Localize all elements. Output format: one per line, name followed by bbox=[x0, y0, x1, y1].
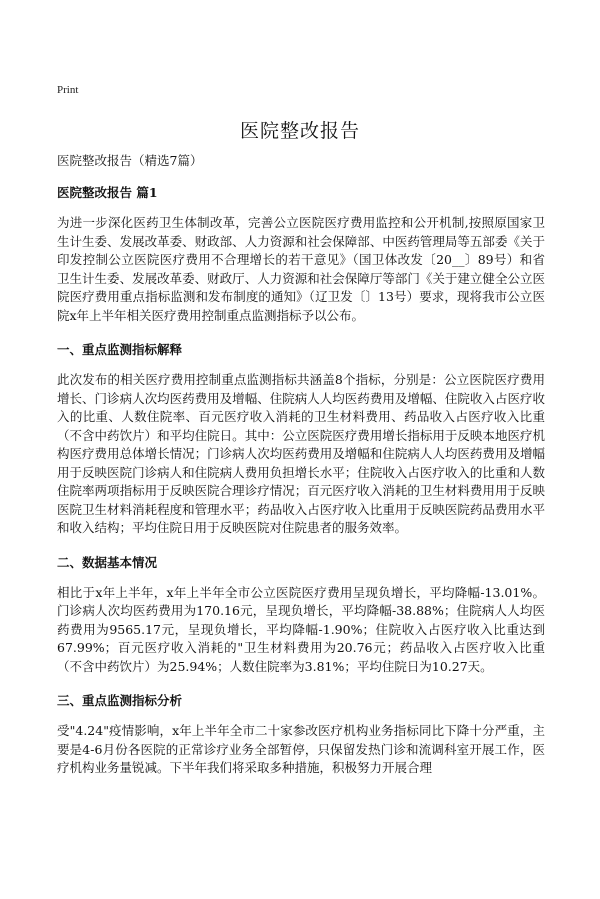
section-heading-analysis: 三、重点监测指标分析 bbox=[57, 693, 183, 708]
document-title: 医院整改报告 bbox=[239, 120, 360, 142]
section-heading-data: 二、数据基本情况 bbox=[57, 554, 158, 570]
section-body-data: 相比于x年上半年，x年上半年全市公立医院医疗费用呈现负增长，平均降幅-13.01%。门诊病人次均医药费用为170.16元，呈现负增长，平均降幅-38.88%；住院病人人均医药费用为9565.17元，呈现负增长，平均降幅-1.90%；住院收入占医疗收入比重达到67.99%；百元医疗收入消耗的"卫生材料费用为20.76元；药品收入占医疗收入比重（不含中药饮片）为25.94%；人数住院率为3.81%；平均住院日为10.27天。 bbox=[57, 584, 545, 674]
part-heading: 医院整改报告 篇1 bbox=[57, 185, 158, 200]
print-link[interactable]: Print bbox=[57, 84, 79, 96]
section-body-analysis: 受"4.24"疫情影响，x年上半年全市二十家参改医疗机构业务指标同比下降十分严重，主要是4-6月份各医院的正常诊疗业务全部暂停，只保留发热门诊和流调科室开展工作，医疗机构业务量锐减。下半年我们将采取多种措施，积极努力开展合理 bbox=[57, 723, 545, 775]
section-heading-indicators: 一、重点监测指标解释 bbox=[57, 342, 183, 357]
section-body-indicators: 此次发布的相关医疗费用控制重点监测指标共涵盖8个指标，分别是：公立医院医疗费用增长、门诊病人次均医药费用及增幅、住院病人人均医药费用及增幅、住院收入占医疗收入的比重、人数住院率、百元医疗收入消耗的卫生材料费用、药品收入占医疗收入比重（不含中药饮片）和平均住院日。其中：公立医院医疗费用增长指标用于反映本地医疗机构医疗费用总体增长情况；门诊病人次均医药费用及增幅和住院病人人均医药费用及增幅用于反映医院门诊病人和住院病人费用负担增长水平；住院收入占医疗收入的比重和人数住院率两项指标用于反映医院合理诊疗情况；百元医疗收入消耗的卫生材料费用用于反映医院卫生材料消耗程度和管理水平；药品收入占医疗收入比重用于反映医院药品费用水平和收入结构；平均住院日用于反映医院对住院患者的服务效率。 bbox=[57, 372, 545, 535]
document-subtitle: 医院整改报告（精选7篇） bbox=[57, 153, 203, 168]
intro-paragraph: 为进一步深化医药卫生体制改革，完善公立医院医疗费用监控和公开机制,按照原国家卫生计生委、发展改革委、财政部、人力资源和社会保障部、中医药管理局等五部委《关于印发控制公立医院医疗费用不合理增长的若干意见》（国卫体改发〔20__〕89号）和省卫生计生委、发展改革委、财政厅、人力资源和社会保障厅等部门《关于建立健全公立医院医疗费用重点指标监测和发布制度的通知》（辽卫发〔〕13号）要求，现将我市公立医院x年上半年相关医疗费用控制重点监测指标予以公布。 bbox=[57, 215, 545, 323]
document-body bbox=[57, 152, 545, 794]
